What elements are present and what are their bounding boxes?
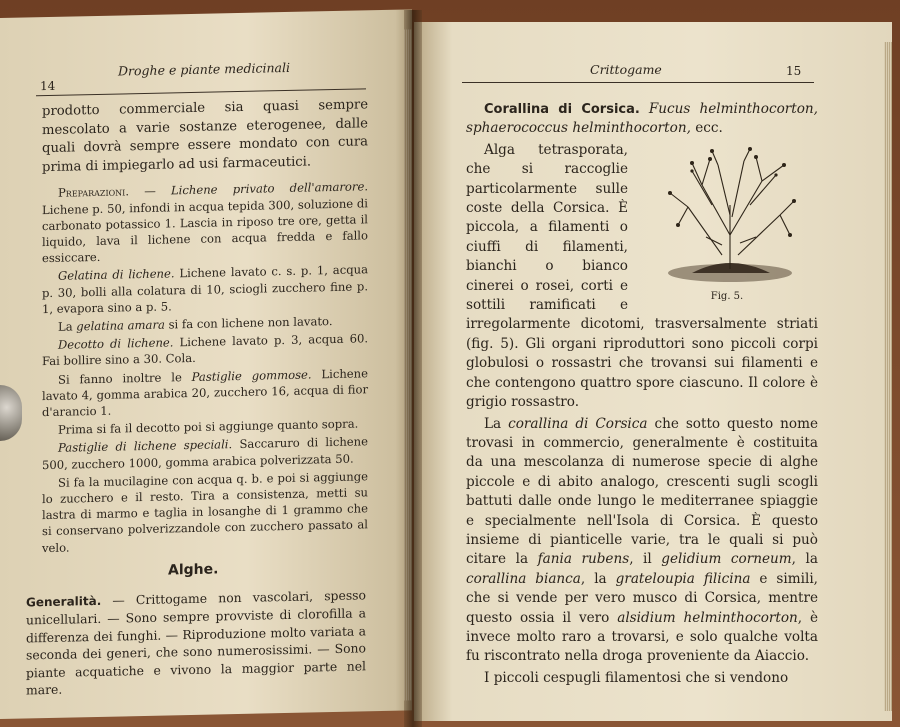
p2-s1: , il [629,551,662,568]
p2-s2: , la [791,551,818,568]
left-text-block [42,96,368,558]
right-header-rule [462,82,814,83]
prep-item-5-title: Pastiglie gommose. [191,367,312,384]
generalita-block [26,586,366,701]
prep-item-2 [42,262,368,317]
right-page [414,22,892,721]
figure-5 [636,145,818,313]
prep-item-1-body: Lichene p. 50, infondi in acqua tepida 300, soluzione di carbonato potassico 1. Lascia in riposo tre ore, getta il liquido, lava il lichene con acqua fredda e fallo essiccare. [42,195,368,266]
p2-s3: , la [580,570,616,587]
prep-item-6: Prima si fa il decotto poi si aggiunge quanto sopra. [58,416,359,438]
right-text-block [466,100,818,690]
entry-synonyms: Fucus helminthocorton, sphaerococcus helminthocorton, [466,101,818,137]
species-alsidium: alsidium helminthocorton [617,609,798,626]
algae-illustration [652,145,802,285]
prep-item-7-title: Pastiglie di lichene speciali. [58,437,233,456]
prep-label: Preparazioni. [58,184,130,201]
p2-lead: La [484,415,509,432]
generalita-label: Generalità. [26,593,102,610]
prep-item-3-lead: La [58,319,77,334]
prep-item-5-body: Lichene lavato 4, gomma arabica 20, zucchero 16, acqua di fior d'arancio 1. [42,365,368,420]
right-running-head: Crittogame [590,62,662,77]
prep-item-8: Si fa la mucilagine con acqua q. b. e poi si aggiunge lo zucchero e il resto. Tira a consistenza, metti su lastra di marmo e taglia in losanghe di 1 grammo che si conservano polverizzandole con zucchero passato al velo. [42,469,368,555]
left-folio: 14 [40,78,56,94]
entry-heading [466,100,818,139]
right-page-edge [884,42,892,711]
prep-item-2-title: Gelatina di lichene. [58,266,175,284]
prep-item-1-lead: — [144,183,171,199]
right-paragraph-2 [466,415,818,667]
prep-item-7-body: Saccaruro di lichene 500, zucchero 1000, gomma arabica polverizzata 50. [42,434,368,472]
p2-s4: e simili, che si vende per vero musco di Corsica, mentre questo ossia il vero [466,570,818,626]
generalita-paragraph [26,586,366,699]
prep-item-3-title: gelatina amara [76,317,165,334]
left-running-head: Droghe e piante medicinali [118,59,290,79]
left-paragraph-1: prodotto commerciale sia quasi sempre mescolato a varie sostanze eterogenee, dalle quali dovrà sempre essere mondato con cura prima di impiegarlo ad usi farmaceutici. [42,97,368,175]
prep-item-4-body: Lichene lavato p. 3, acqua 60. Fai bollire sino a 30. Cola. [42,331,369,369]
prep-item-1-title: Lichene privato dell'amarore. [170,179,368,198]
species-gelidium: gelidium corneum [661,551,792,568]
right-folio: 15 [786,64,802,78]
species-fania: fania rubens [537,551,630,568]
prep-item-1 [42,179,368,267]
left-page [0,9,412,719]
entry-end: ecc. [690,120,723,137]
generalita-text: — Crittogame non vascolari, spesso unicellulari. — Sono sempre provviste di clorofilla a differenza dei funghi. — Riproduzione molto variata a seconda dei generi, che sono numerosissimi. — Sono piante acquatiche e vivono la maggior parte nel mare. [26,587,366,698]
species-grateloupia: grateloupia filicina [615,570,751,587]
prep-item-5-lead: Si fanno inoltre le [58,369,192,387]
prep-item-4-title: Decotto di lichene. [58,335,174,352]
section-title-alghe: Alghe. [168,561,219,579]
prep-item-7 [42,434,368,473]
right-paragraph-3: I piccoli cespugli filamentosi che si vendono [484,669,789,686]
p2-italic: corallina di Corsica [508,415,648,432]
prep-item-3-body: si fa con lichene non lavato. [164,314,333,332]
species-corallina: corallina bianca [466,570,581,587]
left-header-rule [36,88,366,96]
prep-item-2-body: Lichene lavato c. s. p. 1, acqua p. 30, bolli alla colatura di 10, sciogli zucchero fine p. 1, evapora sino a p. 5. [42,262,368,316]
prep-item-5 [42,365,368,420]
right-paragraph-1: Alga tetrasporata, che si raccoglie particolarmente sulle coste della Corsica. È piccola, a filamenti o ciuffi di filamenti, bianchi o bianco cinerei o rosei, corti e sottili ramificati e irregolarmente dicotomi, trasversalmente striati (fig. 5). Gli organi riproduttori sono piccoli corpi globulosi o rossastri che trovansi sui filamenti e che contengono quattro spore ciascuno. Il colore è grigio rossastro. [466,141,818,411]
prep-item-4 [42,330,368,369]
p2-s5: , è invece molto raro a trovarsi, e solo qualche volta fu riscontrato nella droga proveniente da Aiaccio. [466,609,818,665]
figure-caption: Fig. 5. [710,290,744,302]
book-gutter [404,10,422,727]
preparations-block [42,179,368,556]
entry-title: Corallina di Corsica. [484,102,640,117]
p2-a: che sotto questo nome trovasi in commercio, generalmente è costituita da una mescolanza di numerose specie di alghe piccole e di abito analogo, crescenti sugli scogli battuti dalle onde lungo le mediterranee spiaggie e specialmente nell'Isola di Corsica. È questo insieme di pianticelle varie, tra le quali si può citare la [466,415,819,568]
